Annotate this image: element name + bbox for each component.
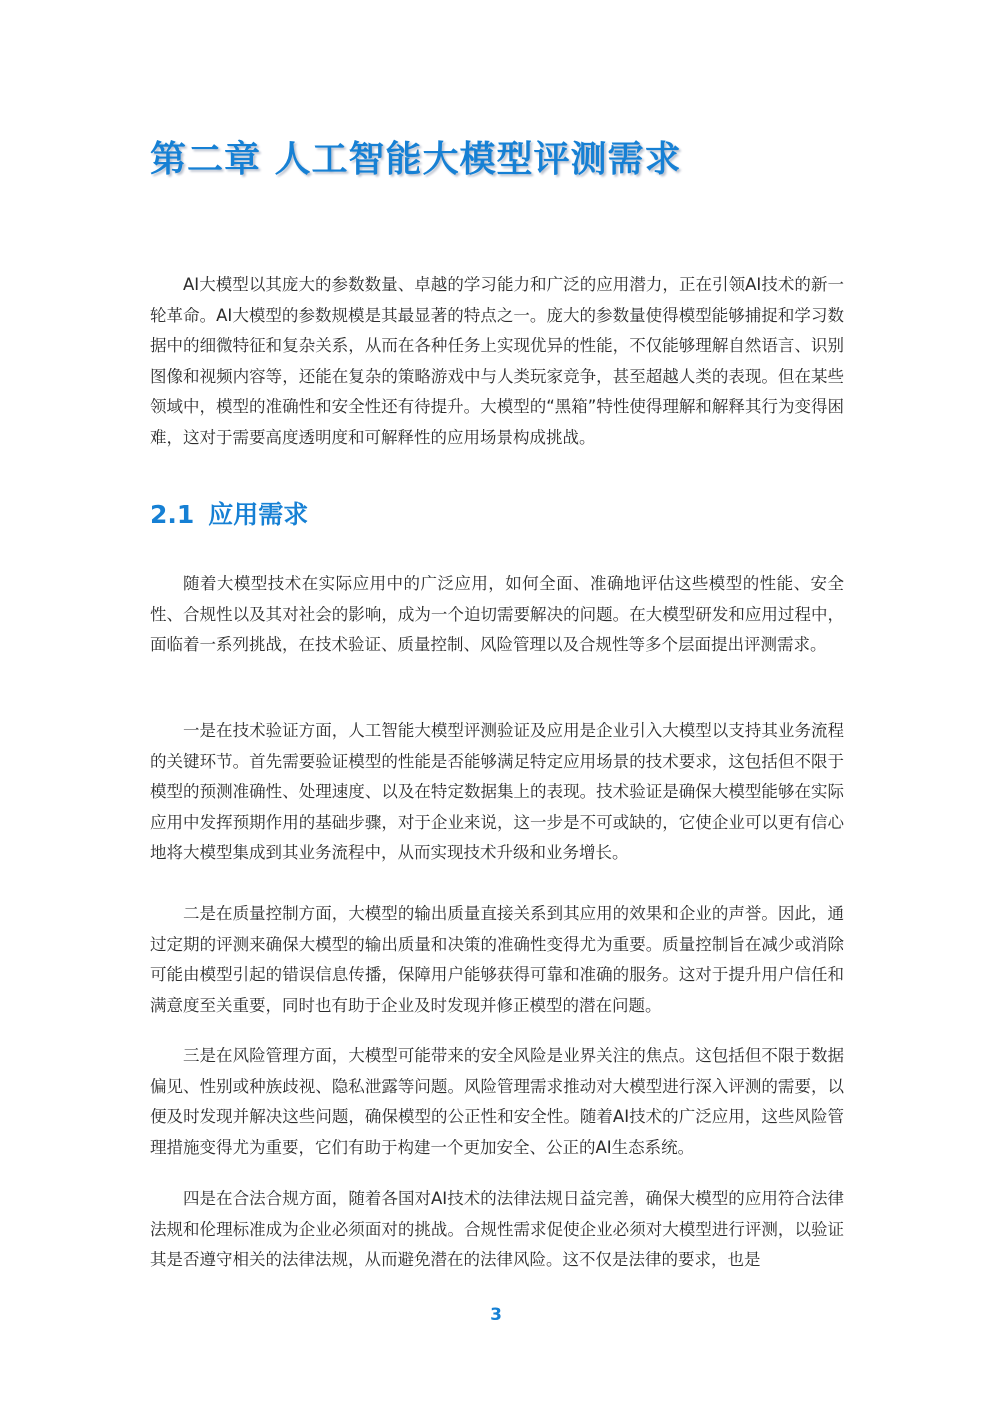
section-paragraph-compliance: 四是在合法合规方面，随着各国对AI技术的法律法规日益完善，确保大模型的应用符合法律法规和伦理标准成为企业必须面对的挑战。合规性需求促使企业必须对大模型进行评测，以验证其是否遵守相关的法律法规，从而避免潜在的法律风险。这不仅是法律的要求，也是 [150, 1189, 844, 1269]
section-title: 应用需求 [208, 500, 309, 529]
chapter-title: 第二章 人工智能大模型评测需求 [150, 139, 682, 180]
section-heading [150, 496, 308, 534]
intro-paragraph: AI大模型以其庞大的参数数量、卓越的学习能力和广泛的应用潜力，正在引领AI技术的新一轮革命。AI大模型的参数规模是其最显著的特点之一。庞大的参数量使得模型能够捕捉和学习数据中的细微特征和复杂关系，从而在各种任务上实现优异的性能，不仅能够理解自然语言、识别图像和视频内容等，还能在复杂的策略游戏中与人类玩家竞争，甚至超越人类的表现。但在某些领域中，模型的准确性和安全性还有待提升。大模型的“黑箱”特性使得理解和解释其行为变得困难，这对于需要高度透明度和可解释性的应用场景构成挑战。 [150, 275, 844, 447]
section-paragraph-risk-management: 三是在风险管理方面，大模型可能带来的安全风险是业界关注的焦点。这包括但不限于数据偏见、性别或种族歧视、隐私泄露等问题。风险管理需求推动对大模型进行深入评测的需要，以便及时发现并解决这些问题，确保模型的公正性和安全性。随着AI技术的广泛应用，这些风险管理措施变得尤为重要，它们有助于构建一个更加安全、公正的AI生态系统。 [150, 1046, 844, 1157]
section-paragraph-technical-validation: 一是在技术验证方面，人工智能大模型评测验证及应用是企业引入大模型以支持其业务流程的关键环节。首先需要验证模型的性能是否能够满足特定应用场景的技术要求，这包括但不限于模型的预测准确性、处理速度、以及在特定数据集上的表现。技术验证是确保大模型能够在实际应用中发挥预期作用的基础步骤，对于企业来说，这一步是不可或缺的，它使企业可以更有信心地将大模型集成到其业务流程中，从而实现技术升级和业务增长。 [150, 721, 844, 862]
section-number: 2.1 [150, 500, 195, 529]
page-number: 3 [490, 1305, 502, 1325]
section-paragraph-quality-control: 二是在质量控制方面，大模型的输出质量直接关系到其应用的效果和企业的声誉。因此，通过定期的评测来确保大模型的输出质量和决策的准确性变得尤为重要。质量控制旨在减少或消除可能由模型引起的错误信息传播，保障用户能够获得可靠和准确的服务。这对于提升用户信任和满意度至关重要，同时也有助于企业及时发现并修正模型的潜在问题。 [150, 904, 844, 1015]
section-paragraph-overview: 随着大模型技术在实际应用中的广泛应用，如何全面、准确地评估这些模型的性能、安全性、合规性以及其对社会的影响，成为一个迫切需要解决的问题。在大模型研发和应用过程中，面临着一系列挑战，在技术验证、质量控制、风险管理以及合规性等多个层面提出评测需求。 [150, 574, 844, 654]
